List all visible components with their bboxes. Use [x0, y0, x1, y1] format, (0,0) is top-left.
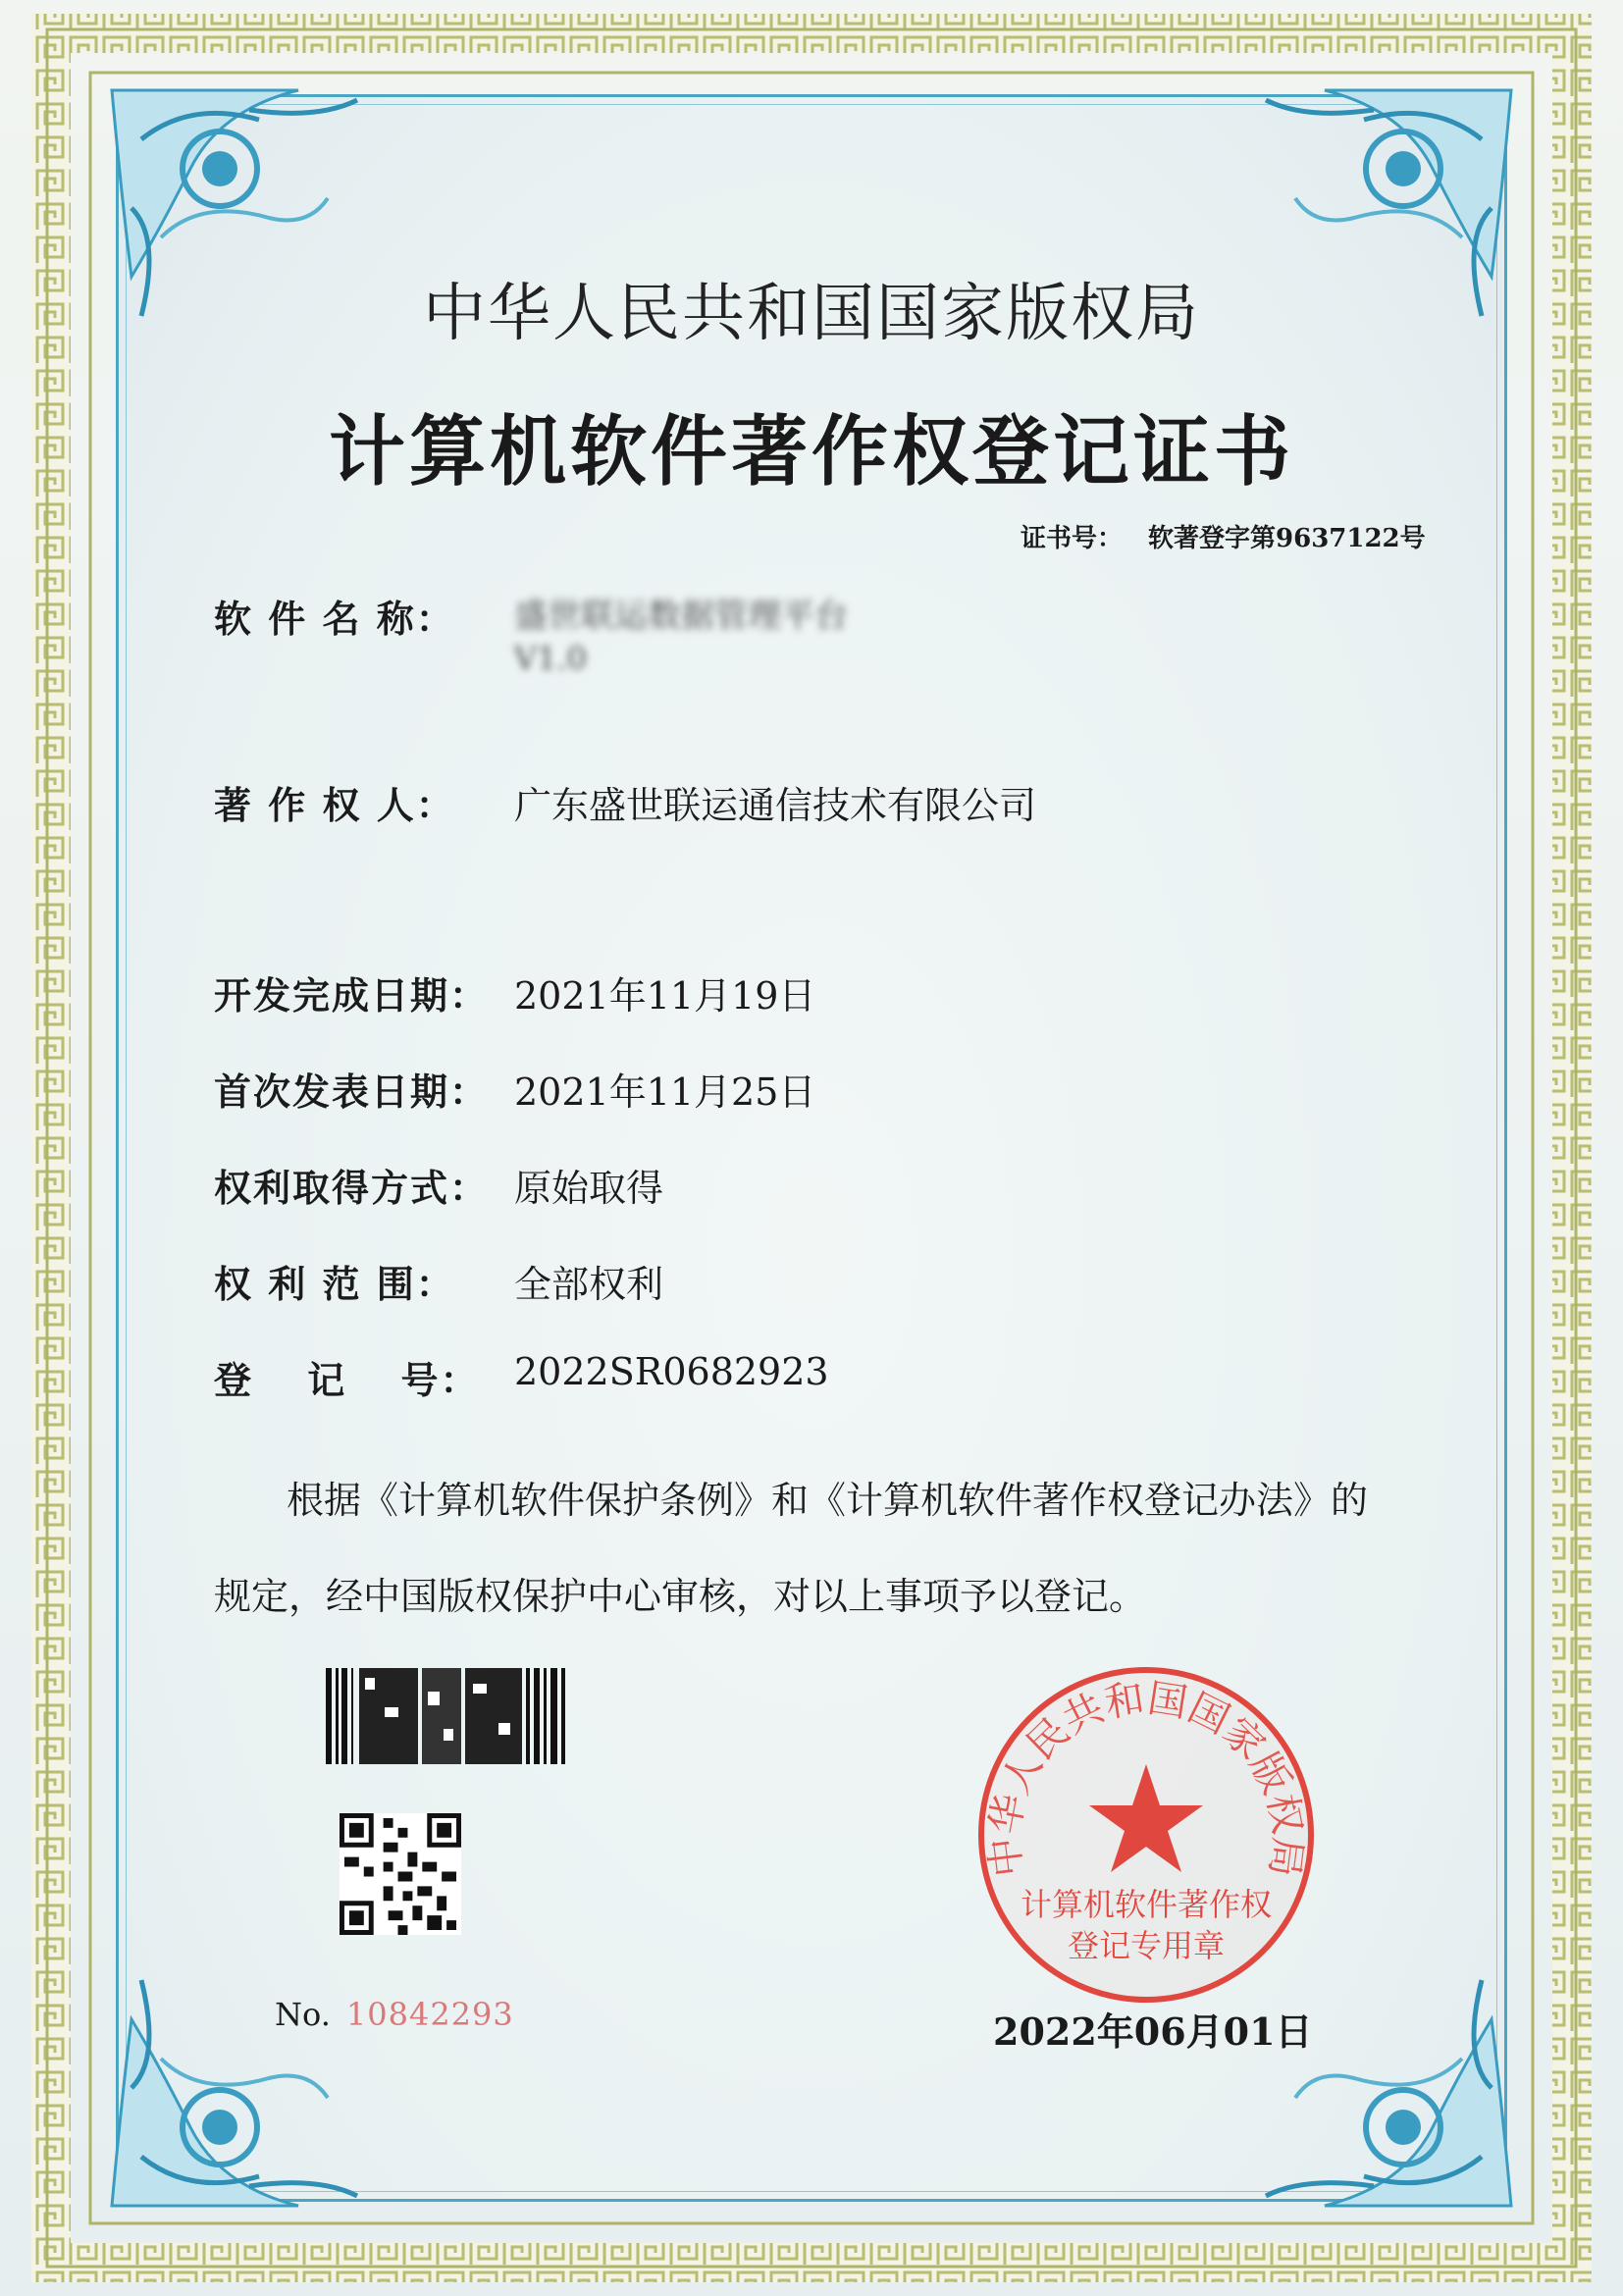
issuer-heading: 中华人民共和国国家版权局: [423, 278, 1200, 350]
certificate-title: 计算机软件著作权登记证书: [328, 407, 1294, 496]
seal-line-1: 计算机软件著作权: [1020, 1886, 1273, 1923]
serial-number-label: No.: [275, 1996, 331, 2033]
statement-line-2: 规定，经中国版权保护中心审核，对以上事项予以登记。: [214, 1575, 1147, 1618]
seal-ring-text: 中华人民共和国国家版权局: [981, 1675, 1311, 1880]
field-value-copyright-owner: 广东盛世联运通信技术有限公司: [514, 784, 1037, 827]
barcode-icon: [326, 1668, 567, 1764]
field-value-software-version: V1.0: [514, 640, 587, 677]
official-seal-icon: [969, 1658, 1323, 2011]
qr-code-icon: [340, 1813, 461, 1935]
field-value-publication-date: 2021年11月25日: [514, 1070, 816, 1114]
seal-line-2: 登记专用章: [1067, 1927, 1226, 1964]
field-label-registration-number: 登 记 号：: [214, 1358, 480, 1402]
issue-date: 2022年06月01日: [993, 2009, 1313, 2054]
serial-number-value: 10842293: [345, 1996, 514, 2033]
certificate-number: [1021, 518, 1426, 554]
serial-number: [275, 1996, 514, 2033]
field-value-rights-scope: 全部权利: [514, 1263, 664, 1306]
corner-ornament-bottom-left: [102, 1931, 387, 2216]
field-label-acquisition-method: 权利取得方式：: [214, 1166, 490, 1210]
field-label-software-name: 软 件 名 称：: [214, 597, 455, 641]
field-value-registration-number: 2022SR0682923: [514, 1350, 829, 1393]
certificate-number-label: 证书号：: [1021, 524, 1124, 553]
field-label-rights-scope: 权 利 范 围：: [214, 1262, 455, 1306]
statement-line-1: 根据《计算机软件保护条例》和《计算机软件著作权登记办法》的: [287, 1479, 1369, 1522]
field-label-copyright-owner: 著 作 权 人：: [214, 783, 455, 827]
field-value-acquisition-method: 原始取得: [514, 1167, 664, 1210]
field-label-completion-date: 开发完成日期：: [214, 973, 490, 1018]
field-label-publication-date: 首次发表日期：: [214, 1070, 490, 1114]
field-value-software-name: 盛世联运数据管理平台: [514, 597, 848, 636]
certificate-number-value: 软著登字第9637122号: [1148, 524, 1426, 553]
field-value-completion-date: 2021年11月19日: [514, 974, 816, 1018]
